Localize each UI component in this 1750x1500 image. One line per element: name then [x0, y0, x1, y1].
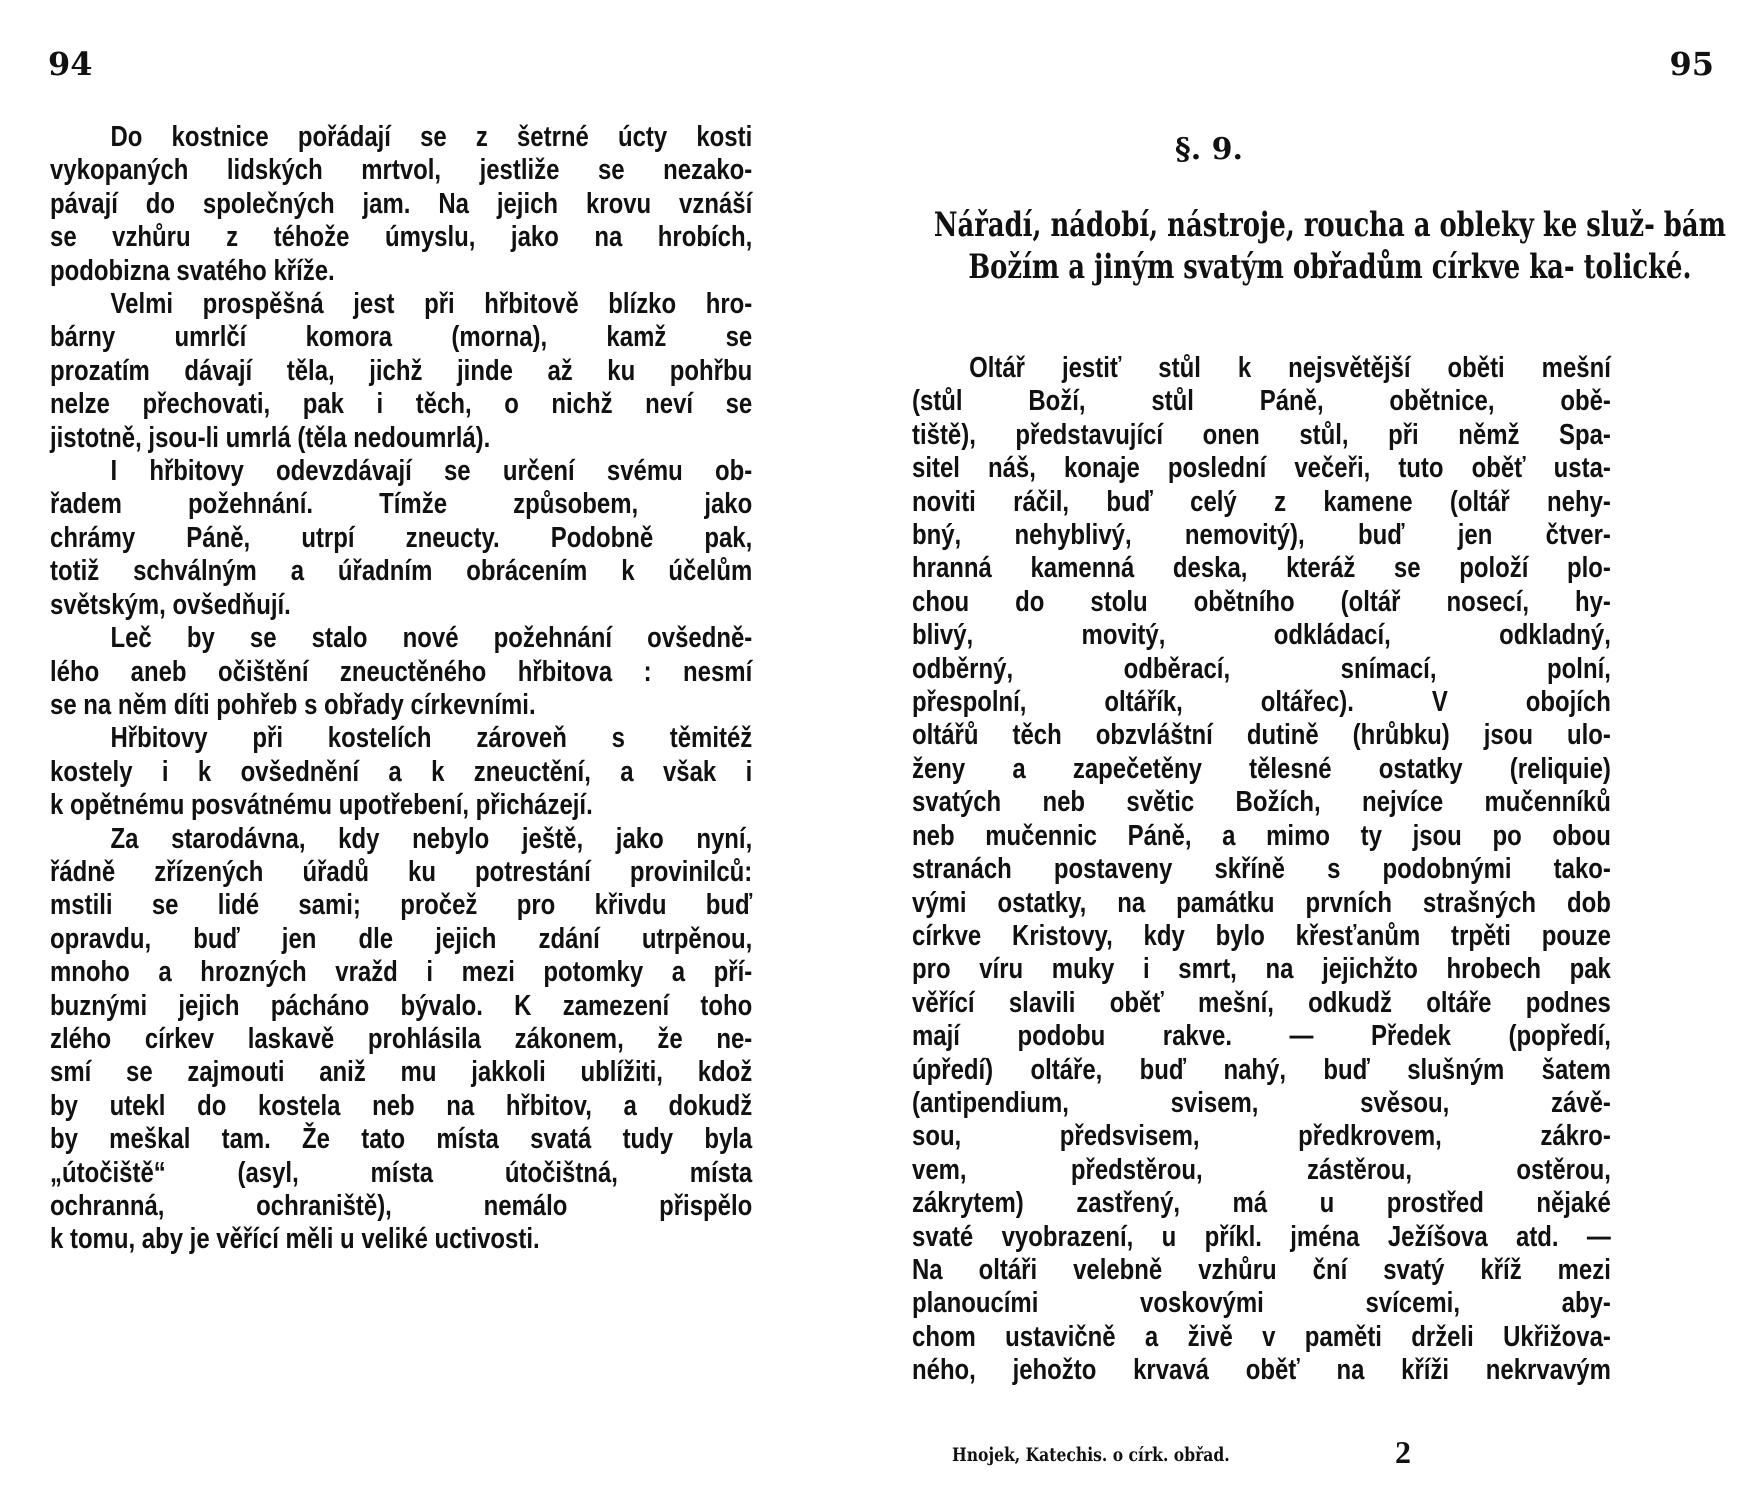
- text-line: bný, nehyblivý, nemovitý), buď jen čtver-: [912, 519, 1611, 552]
- text-line: smí se zajmouti aniž mu jakkoli ublížiti, kdož: [50, 1056, 753, 1089]
- text-line: svatých neb světic Božích, nejvíce mučenníků: [912, 786, 1611, 819]
- text-line: chrámy Páně, utrpí zneucty. Podobně pak,: [50, 521, 753, 554]
- text-line: Za starodávna, kdy nebylo ještě, jako nyní,: [110, 822, 753, 855]
- text-line: ženy a zapečetěny tělesné ostatky (reliquie): [912, 752, 1611, 785]
- text-line: bárny umrlčí komora (morna), kamž se: [50, 321, 753, 354]
- text-line: odběrný, odběrací, snímací, polní,: [912, 652, 1611, 685]
- text-line: vými ostatky, na památku prvních strašných dob: [912, 886, 1611, 919]
- text-line: chou do stolu obětního (oltář nosecí, hy-: [912, 585, 1611, 618]
- text-line: nelze přechovati, pak i těch, o nichž neví se: [50, 388, 753, 421]
- text-line: světským, ovšedňují.: [50, 588, 291, 621]
- text-line: „útočiště“ (asyl, místa útočištná, místa: [50, 1156, 753, 1189]
- text-line: ochranná, ochraniště), nemálo přispělo: [50, 1190, 753, 1222]
- page-number-left: 94: [48, 45, 93, 83]
- left-page-text: [50, 121, 752, 1257]
- text-line: podobizna svatého kříže.: [50, 254, 335, 287]
- text-line: zákrytem) zastřený, má u prostřed nějaké: [912, 1187, 1611, 1220]
- text-line: sitel náš, konaje poslední večeři, tuto oběť usta-: [912, 452, 1611, 485]
- text-line: lého aneb očištění zneuctěného hřbitova : nesmí: [50, 655, 753, 688]
- text-line: stranách postaveny skříně s podobnými tako-: [912, 853, 1611, 886]
- text-line: oltářů těch obzvláštní dutině (hrůbku) jsou ulo-: [912, 719, 1611, 752]
- text-line: vykopaných lidských mrtvol, jestliže se nezako-: [50, 154, 753, 187]
- text-line: k tomu, aby je věřící měli u veliké uctivosti.: [50, 1223, 540, 1256]
- text-line: řadem požehnání. Tímže způsobem, jako: [50, 488, 753, 521]
- text-line: pro víru muky i smrt, na jejichžto hrobech pak: [912, 953, 1611, 986]
- text-line: neb mučennic Páně, a mimo ty jsou po obou: [912, 819, 1611, 852]
- section-number: §. 9.: [1175, 132, 1243, 167]
- text-line: zlého církev laskavě prohlásila zákonem, že ne-: [50, 1022, 753, 1055]
- text-line: noviti ráčil, buď celý z kamene (oltář nehy-: [912, 485, 1611, 518]
- footer-signature: Hnojek, Katechis. o círk. obřad.: [952, 1444, 1230, 1466]
- text-line: totiž schválným a úřadním obrácením k účelům: [50, 555, 753, 588]
- text-line: pávají do společných jam. Na jejich krovu vznáší: [50, 187, 753, 220]
- text-line: církve Kristovy, kdy bylo křesťanům trpěti pouze: [912, 919, 1611, 952]
- text-line: Oltář jestiť stůl k nejsvětější oběti mešní: [969, 352, 1611, 384]
- text-line: (antipendium, svisem, svěsou, závě-: [912, 1086, 1611, 1119]
- text-line: úpředí) oltáře, buď nahý, buď slušným šatem: [912, 1053, 1611, 1086]
- text-line: chom ustavičně a živě v paměti drželi Ukřižova-: [912, 1320, 1611, 1353]
- text-line: přespolní, oltářík, oltářec). V obojích: [912, 686, 1611, 719]
- right-page: [875, 0, 1750, 1500]
- right-page-text: [912, 352, 1611, 1388]
- text-line: mají podobu rakve. — Předek (popředí,: [912, 1020, 1611, 1053]
- section-heading: Nářadí, nádobí, nástroje, roucha a obleky ke služ- bám Božím a jiným svatým obřadům církve ka- tolické.: [933, 205, 1726, 287]
- text-line: mnoho a hrozných vražd i mezi potomky a pří-: [50, 956, 753, 989]
- text-line: sou, předsvisem, předkrovem, zákro-: [912, 1120, 1611, 1153]
- text-line: kostely i k ovšednění a k zneuctění, a však i: [50, 755, 753, 788]
- text-line: se vzhůru z téhože úmyslu, jako na hrobích,: [50, 221, 753, 254]
- text-line: věřící slavili oběť mešní, odkudž oltáře podnes: [912, 986, 1611, 1019]
- text-line: hranná kamenná deska, kteráž se položí plo-: [912, 552, 1611, 585]
- text-line: mstili se lidé sami; pročež pro křivdu buď: [50, 889, 753, 922]
- text-line: k opětnému posvátnému upotřebení, přicházejí.: [50, 789, 593, 822]
- text-line: jistotně, jsou-li umrlá (těla nedoumrlá).: [50, 421, 491, 454]
- page-number-right: 95: [1669, 45, 1714, 83]
- text-line: Hřbitovy při kostelích zároveň s těmitéž: [110, 722, 753, 755]
- text-line: buznými jejich pácháno bývalo. K zamezení toho: [50, 989, 753, 1022]
- text-line: ného, jehožto krvavá oběť na kříži nekrvavým: [912, 1354, 1611, 1387]
- text-line: tiště), představující onen stůl, při němž Spa-: [912, 418, 1611, 451]
- text-line: Velmi prospěšná jest při hřbitově blízko hro-: [110, 288, 753, 321]
- text-line: Na oltáři velebně vzhůru ční svatý kříž mezi: [912, 1253, 1611, 1286]
- text-line: vem, předstěrou, zástěrou, ostěrou,: [912, 1153, 1611, 1186]
- text-line: planoucími voskovými svícemi, aby-: [912, 1287, 1611, 1320]
- text-line: Do kostnice pořádají se z šetrné úcty kosti: [110, 121, 753, 153]
- text-line: by utekl do kostela neb na hřbitov, a dokudž: [50, 1089, 753, 1122]
- text-line: opravdu, buď jen dle jejich zdání utrpěnou,: [50, 922, 753, 955]
- text-line: prozatím dávají těla, jichž jinde až ku pohřbu: [50, 354, 753, 387]
- text-line: se na něm díti pohřeb s obřady církevními.: [50, 688, 536, 721]
- text-line: svaté vyobrazení, u příkl. jména Ježíšova atd. —: [912, 1220, 1611, 1253]
- text-line: blivý, movitý, odkládací, odkladný,: [912, 619, 1611, 652]
- footer-sheet-number: 2: [1395, 1434, 1411, 1470]
- text-line: Leč by se stalo nové požehnání ovšedně-: [110, 622, 753, 655]
- text-line: řádně zřízených úřadů ku potrestání provinilců:: [50, 855, 753, 888]
- text-line: I hřbitovy odevzdávají se určení svému ob-: [110, 455, 753, 488]
- text-line: by meškal tam. Že tato místa svatá tudy byla: [50, 1123, 753, 1156]
- text-line: (stůl Boží, stůl Páně, obětnice, obě-: [912, 385, 1611, 418]
